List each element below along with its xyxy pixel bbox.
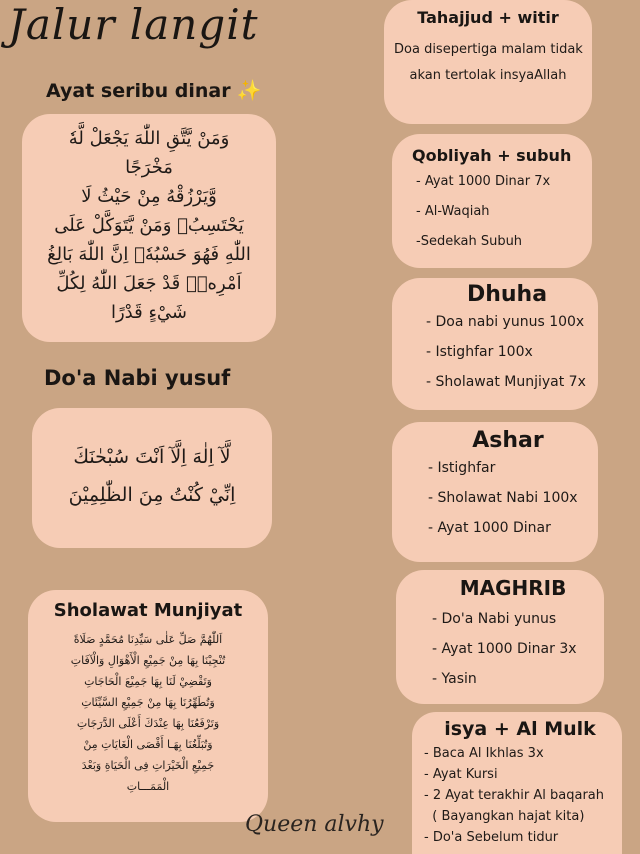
heading-ayat-seribu-dinar [46, 78, 262, 102]
sholawat-line: اَللّٰهُمَّ صَلِّ عَلٰى سَيِّدِنَا مُحَمَّدٍ صَلَاةً [73, 633, 223, 646]
card-item: akan tertolak insyaAllah [409, 68, 567, 83]
heading-sholawat-munjiyat: Sholawat Munjiyat [53, 600, 243, 621]
card-item: - Yasin [432, 671, 477, 687]
card-item: - Ayat 1000 Dinar 3x [432, 641, 577, 657]
sholawat-line: وَتُبَلِّغُنَا بِهَـا أَقْصَى الْغَايَاتِ مِنْ [83, 738, 213, 751]
card-item: ( Bayangkan hajat kita) [424, 809, 585, 824]
ayat-line: شَيْءٍ قَدْرًا [110, 302, 188, 323]
sholawat-line: الْمَمَـــاتِ [126, 780, 170, 793]
card-title: Tahajjud + witir [417, 8, 559, 27]
page-title: Jalur langit [8, 0, 259, 49]
heading-doa-nabi-yusuf: Do'a Nabi yusuf [44, 366, 231, 390]
doa-line: اِنِّيْ كُنْتُ مِنَ الظّٰلِمِيْنَ [68, 484, 236, 506]
card-isya-al-mulk [412, 712, 622, 854]
card-doa-nabi-yusuf [32, 408, 272, 548]
heading-ayat-seribu-dinar-label: Ayat seribu dinar [46, 80, 231, 102]
ayat-line: وَّيَرْزُقْهُ مِنْ حَيْثُ لَا [81, 186, 217, 207]
signature: Queen alvhy [245, 812, 384, 837]
sparkle-icon: ✨ [236, 78, 262, 102]
card-dhuha [392, 278, 598, 410]
card-title: Qobliyah + subuh [412, 146, 572, 165]
card-tahajjud-witir [384, 0, 592, 124]
sholawat-line: تُنْجِيْنَا بِهَا مِنْ جَمِيْعِ الْأَهْوَالِ وَالْآفَاتِ [70, 654, 226, 667]
card-ashar [392, 422, 598, 562]
card-item: - 2 Ayat terakhir Al baqarah [424, 788, 605, 803]
card-item: - Ayat 1000 Dinar [428, 520, 551, 536]
card-item: - Doa nabi yunus 100x [426, 314, 585, 330]
ayat-line: اللّٰهِ فَهُوَ حَسْبُهٗۗ اِنَّ اللّٰهَ بَالِغُ [47, 244, 251, 265]
card-title: isya + Al Mulk [444, 718, 596, 740]
card-item: - Sholawat Nabi 100x [428, 490, 578, 506]
ayat-line: مَخْرَجًا [125, 157, 173, 178]
ayat-line: اَمْرِهٖۗ قَدْ جَعَلَ اللّٰهُ لِكُلِّ [56, 273, 242, 294]
card-item: - Ayat Kursi [424, 767, 498, 782]
card-title: Ashar [472, 428, 544, 453]
card-title: MAGHRIB [459, 576, 567, 600]
card-ayat-seribu-dinar [22, 114, 276, 342]
card-item: - Istighfar [428, 460, 496, 476]
card-title: Dhuha [466, 282, 548, 307]
ayat-line: يَحْتَسِبُۗ وَمَنْ يَّتَوَكَّلْ عَلَى [54, 215, 244, 236]
card-qobliyah-subuh [392, 134, 592, 268]
card-item: -Sedekah Subuh [416, 234, 523, 249]
sholawat-line: جَمِيْعِ الْخَيْرَاتِ فِى الْحَيَاةِ وَبَعْدَ [81, 759, 215, 772]
card-sholawat-munjiyat [28, 590, 268, 822]
sholawat-line: وَتَرْفَعُنَا بِهَا عِنْدَكَ أَعْلَى الدَّرَجَاتِ [76, 717, 220, 730]
card-item: - Do'a Nabi yunus [432, 611, 557, 627]
ayat-line: وَمَنْ يَّتَّقِ اللّٰهَ يَجْعَلْ لَّهٗ [68, 128, 230, 149]
card-maghrib [396, 570, 604, 704]
card-item: - Do'a Sebelum tidur [424, 830, 559, 845]
card-item: - Sholawat Munjiyat 7x [426, 374, 586, 390]
sholawat-line: وَتَقْضِيْ لَنَا بِهَا جَمِيْعَ الْحَاجَاتِ [84, 675, 212, 688]
card-item: Doa disepertiga malam tidak [394, 42, 583, 57]
sholawat-line: وَتُطَهِّرُنَا بِهَا مِنْ جَمِيْعِ السَّيِّئَاتِ [81, 696, 215, 709]
card-item: - Al-Waqiah [416, 204, 490, 219]
card-item: - Ayat 1000 Dinar 7x [416, 174, 551, 189]
card-item: - Baca Al Ikhlas 3x [424, 746, 544, 761]
card-item: - Istighfar 100x [426, 344, 533, 360]
doa-line: لَّآ اِلٰهَ اِلَّآ اَنْتَ سُبْحٰنَكَ [73, 446, 231, 468]
